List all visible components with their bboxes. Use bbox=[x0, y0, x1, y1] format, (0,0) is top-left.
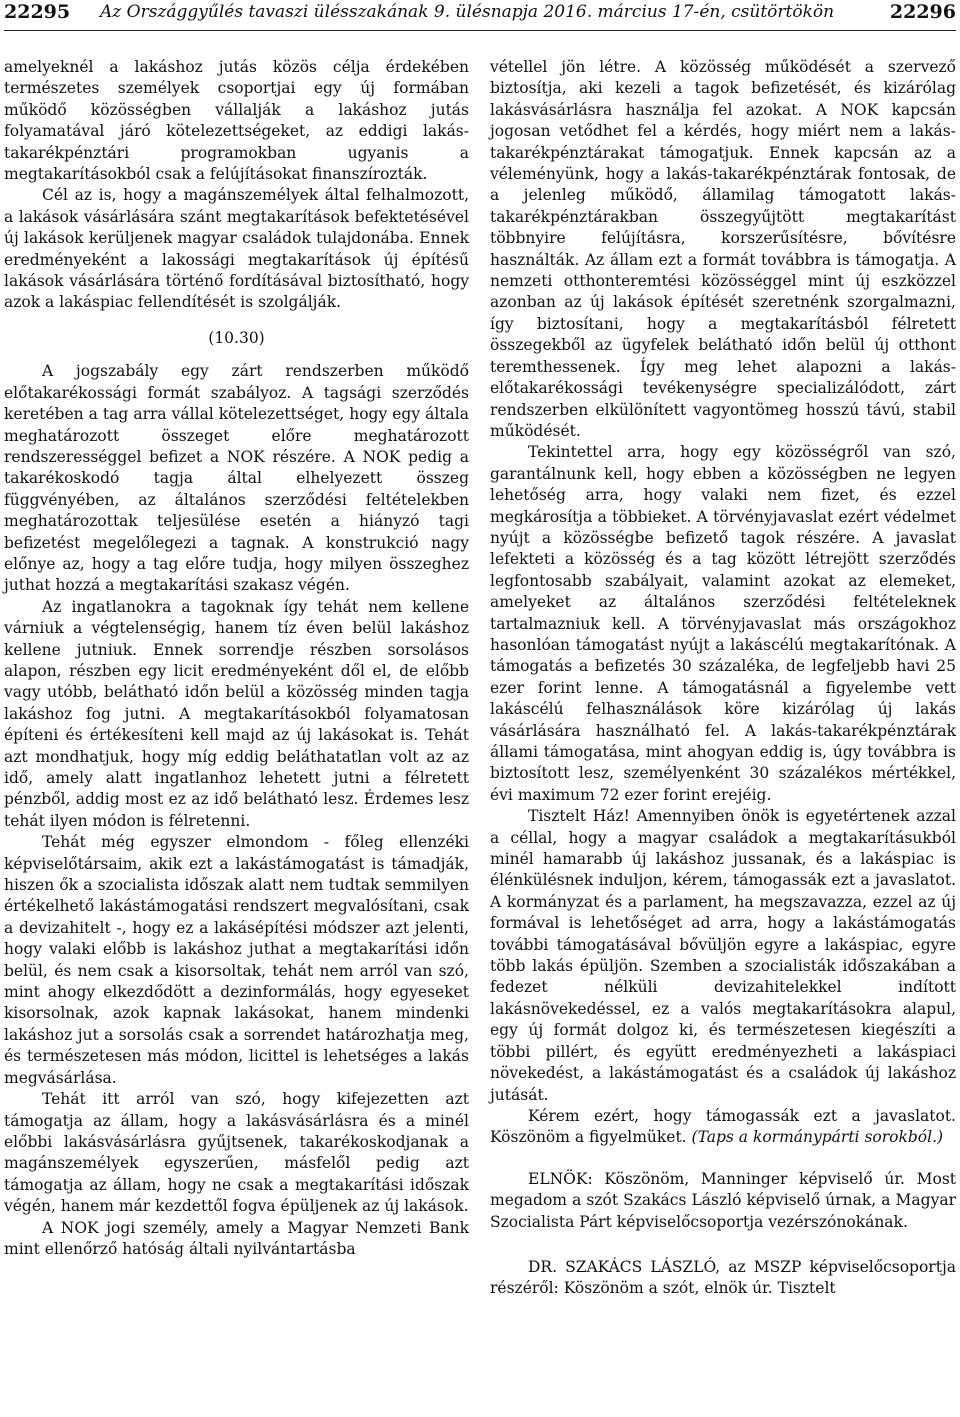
right-column bbox=[490, 57, 956, 1300]
paragraph: Az ingatlanokra a tagoknak így tehát nem kellene várniuk a végtelenségig, hanem tíz éven belül lakáshoz kellene jutniuk. Ennek sorrendje részben sorsolásos alapon, részben egy licit eredményeként dől el, de előbb vagy utóbb, belátható időn belül a közösség minden tagja lakáshoz fog jutni. A megtakarításokból folyamatosan építeni és értékesíteni kell majd az új lakásokat is. Tehát azt mondhatjuk, hogy míg eddig beláthatatlan volt az az idő, amely alatt ingatlanhoz lehetett jutni a félretett pénzből, addig most ez az idő belátható lesz. Érdemes lesz tehát ilyen módon is félretenni. bbox=[4, 597, 469, 830]
paragraph: Tekintettel arra, hogy egy közösségről van szó, garantálnunk kell, hogy ebben a közösségben ne legyen lehetőség arra, hogy valaki nem fizet, és ezzel megkárosítja a többieket. A törvényjavaslat ezért védelmet nyújt a közösségbe befizető tagok részére. A javaslat lefekteti a közösség és a tag között létrejött szerződés legfontosabb szabályait, valamint azokat az elemeket, amelyeket az általános szerződési feltételeknek tartalmazniuk kell. A törvényjavaslat más országokhoz hasonlóan támogatást nyújt a lakáscélú megtakarítónak. A támogatás a befizetés 30 százaléka, de legfeljebb havi 25 ezer forint lenne. A támogatásnál a figyelembe vett lakáscélú felhasználások köre kizárólag új lakás vásárlására használható fel. A lakás-takarékpénztárak állami támogatása, mint ahogyan eddig is, úgy továbbra is biztosított lesz, személyenként 30 százalékos mértékkel, évi maximum 72 ezer forint erejéig. bbox=[490, 443, 956, 804]
paragraph: vétellel jön létre. A közösség működését a szervező biztosítja, aki kezeli a tagok befizetését, és kizárólag lakásvásárlásra használja fel azokat. A NOK kapcsán jogosan vetődhet fel a kérdés, hogy miért nem a lakás-takarékpénztárakat támogatjuk. Ennek kapcsán az a véleményünk, hogy a lakás-takarékpénztárak fontosak, de a jelenleg működő, államilag támogatott lakás-takarékpénztárakban összegyűjtött megtakarítást többnyire felújításra, korszerűsítésre, bővítésre használták. Az állam ezt a formát továbbra is támogatja. A nemzeti otthonteremtési közösséggel mint új eszközzel azonban az új lakások építését szeretnénk szorgalmazni, így biztosítani, hogy a megtakarításból félretett összegekből az ügyfelek belátható időn belül új otthont teremthessenek. Így meg lehet alapozni a lakás-előtakarékossági tevékenységre specializálódott, zárt rendszerben elkülönített vagyontömeg hosszú távú, stabil működését. bbox=[490, 58, 956, 440]
page-number-left: 22295 bbox=[4, 1, 71, 23]
applause-note: (Taps a kormánypárti sorokból.) bbox=[691, 1128, 944, 1147]
paragraph: amelyeknél a lakáshoz jutás közös célja érdekében természetes személyek csoportjai egy új formában működő közösségben vállalják a lakáshoz jutás folyamatával járó kötelezettségeket, az eddigi lakás-takarékpénztári programokban ugyanis a megtakarításokból csak a felújításokat finanszírozták. bbox=[4, 58, 469, 184]
closing-text: Kérem ezért, hogy támogassák ezt a javaslatot. Köszönöm a figyelmüket. bbox=[490, 1106, 956, 1147]
running-title: Az Országgyűlés tavaszi ülésszakának 9. ülésnapja 2016. március 17-én, csütörtökön bbox=[100, 2, 835, 22]
time-stamp: (10.30) bbox=[208, 328, 265, 347]
speaker-paragraph: ELNÖK: Köszönöm, Manninger képviselő úr. Most megadom a szót Szakács László képviselő úrnak, a Magyar Szocialista Párt képviselőcsoportja vezérszónokának. bbox=[490, 1169, 956, 1231]
paragraph bbox=[490, 1106, 956, 1149]
page-number-right: 22296 bbox=[889, 1, 956, 23]
paragraph: Tehát még egyszer elmondom - főleg ellenzéki képviselőtársaim, akik ezt a lakástámogatást is támadják, hiszen ők a szocialista időszak alatt nem tudtak semmilyen értékelhető lakástámogatási rendszert megvalósítani, csak a devizahitelt -, hogy ez a lakásépítési módszer azt jelenti, hogy valaki előbb is lakáshoz juthat a megtakarítási időn belül, és nem csak a kisorsoltak, tehát nem arról van szó, mint ahogy elkezdődött a dezinformálás, hogy egyeseket kisorsolnak, azok kapnak lakásokat, hanem mindenki lakáshoz jut a sorsolás csak a sorrendet határozhatja meg, és természetesen más módon, licittel is lehetséges a lakás megvásárlása. bbox=[4, 833, 469, 1087]
paragraph: Cél az is, hogy a magánszemélyek által felhalmozott, a lakások vásárlására szánt megtakarítások befektetésével új lakások kerüljenek magyar családok tulajdonába. Ennek eredményeként a lakossági megtakarítások új építésű lakások vásárlására történő fordításával biztosítható, hogy azok a lakáspiac fellendítését is szolgálják. bbox=[4, 186, 469, 312]
paragraph: A jogszabály egy zárt rendszerben működő előtakarékossági formát szabályoz. A tagsági szerződés keretében a tag arra vállal kötelezettséget, hogy egy általa meghatározott összeget előre meghatározott rendszerességgel befizet a NOK részére. A NOK pedig a takarékoskodó tagja által elhelyezett összeg függvényében, az általános szerződési feltételekben meghatározottak teljesülése esetén a hiányzó tagi befizetést megelőlegezi a tagnak. A konstrukció nagy előnye az, hogy a tag előre tudja, hogy milyen összeghez juthat hozzá a megtakarítási szakasz végén. bbox=[4, 362, 469, 595]
paragraph: Tisztelt Ház! Amennyiben önök is egyetértenek azzal a céllal, hogy a magyar családok a megtakarításukból minél hamarabb új lakáshoz jussanak, és a lakáspiac is élénkülésnek induljon, kérem, támogassák ezt a javaslatot. A kormányzat és a parlament, ha megszavazza, ezzel az új formával is lehetőséget ad arra, hogy a lakástámogatás további támogatásával bővüljön egyre a lakáspiac, egyre több lakás épüljön. Szemben a szocialisták időszakában a fedezet nélküli devizahitelekkel indított lakásnövekedéssel, ez a valós megtakarításokra alapul, egy új formát dolgoz ki, és természetesen kiegészíti a többi pillért, és együtt eredményezheti a lakáspiaci növekedést, a lakástámogatást és a családok új lakáshoz jutását. bbox=[490, 807, 956, 1104]
speaker-paragraph: DR. SZAKÁCS LÁSZLÓ, az MSZP képviselőcsoportja részéről: Köszönöm a szót, elnök úr. Tisztelt bbox=[490, 1257, 956, 1298]
page-header bbox=[4, 0, 956, 31]
paragraph: Tehát itt arról van szó, hogy kifejezetten azt támogatja az állam, hogy a lakásvásárlásra és a minél előbbi lakásvásárlásra gyűjtsenek, takarékoskodjanak a magánszemélyek egyszerűen, másfelől pedig azt támogatja az állam, hogy ne csak a megtakarítási időszak végén, hanem már kezdettől fogva épüljenek az új lakások. bbox=[4, 1090, 469, 1216]
left-column bbox=[4, 57, 469, 1260]
paragraph: A NOK jogi személy, amely a Magyar Nemzeti Bank mint ellenőrző hatóság általi nyilvántartásba bbox=[4, 1218, 469, 1258]
